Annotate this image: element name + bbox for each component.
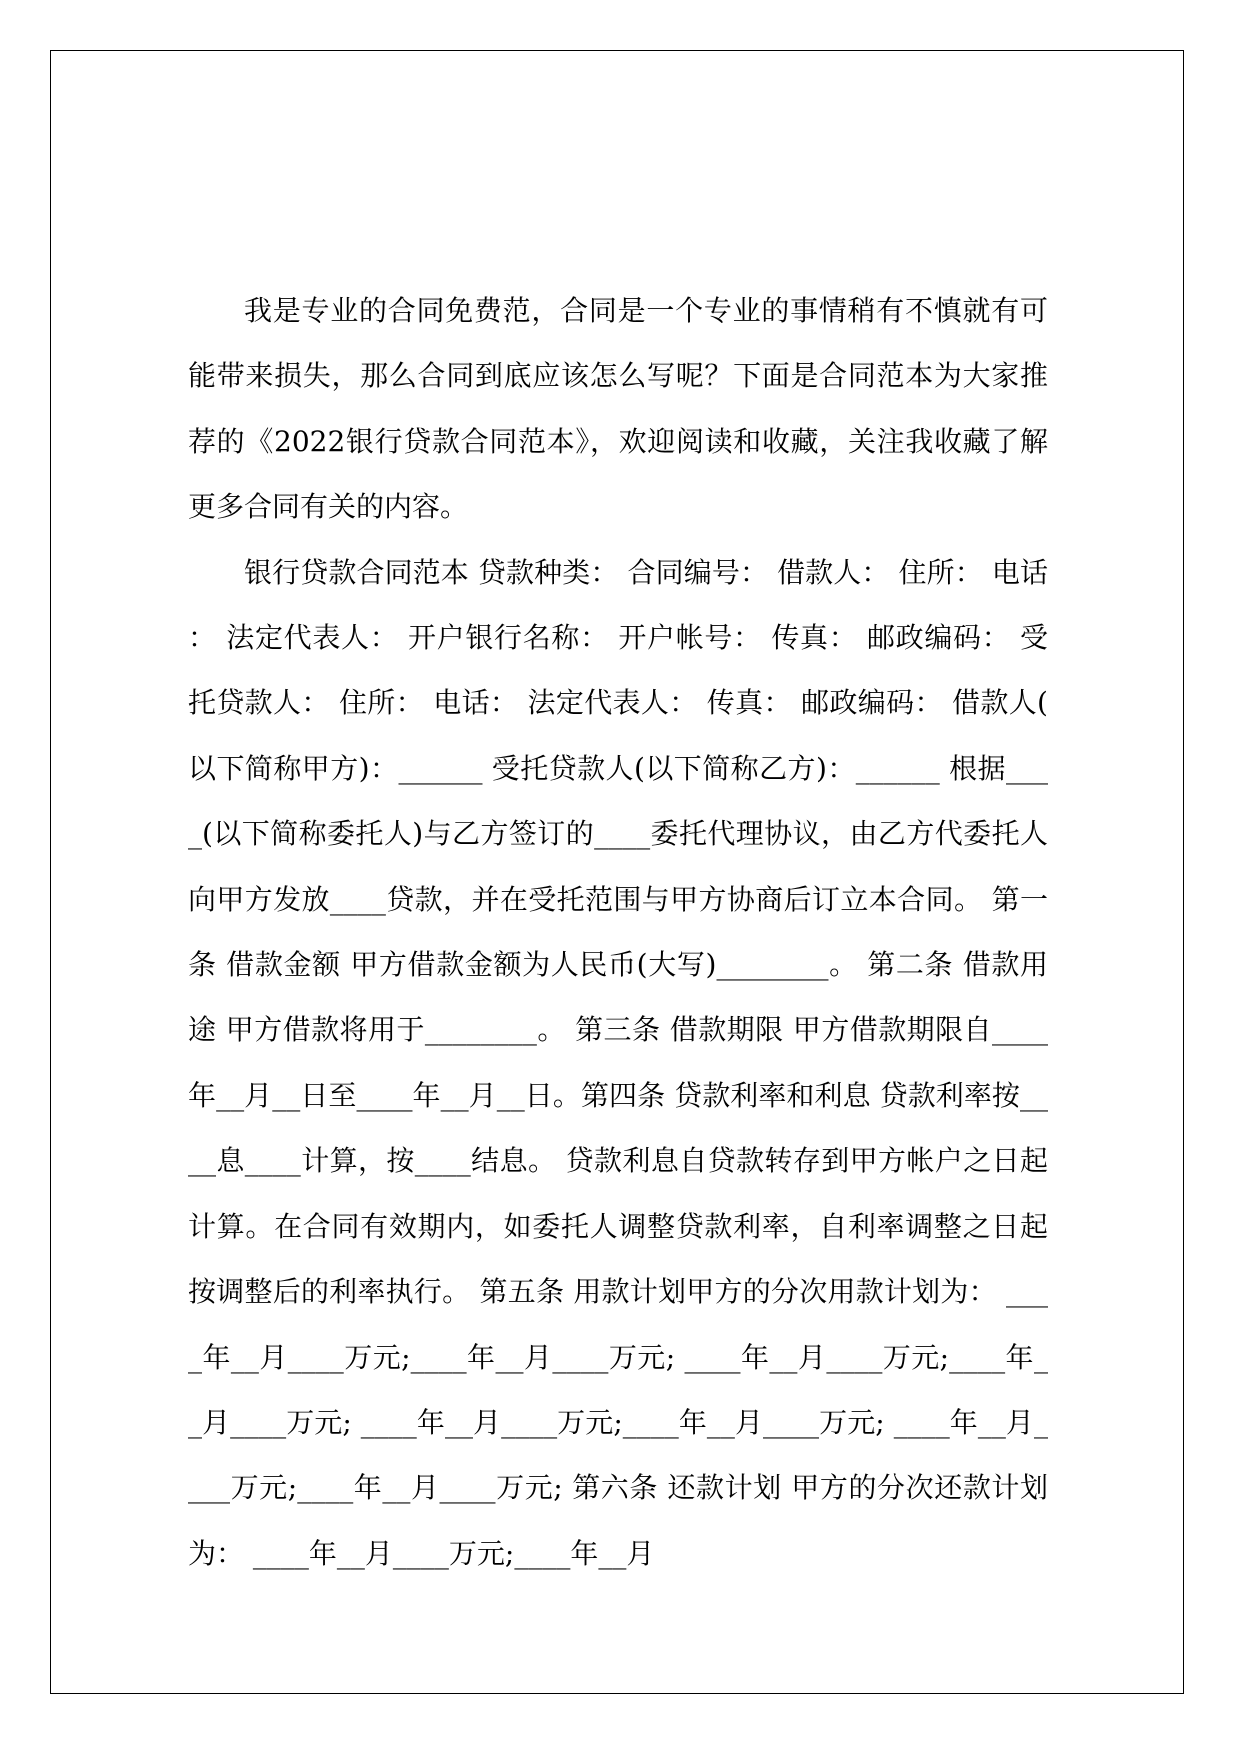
- intro-paragraph: 我是专业的合同免费范，合同是一个专业的事情稍有不慎就有可能带来损失，那么合同到底应该怎么写呢？下面是合同范本为大家推荐的《2022银行贷款合同范本》，欢迎阅读和收藏，关注我收藏了解更多合同有关的内容。: [188, 294, 1048, 524]
- document-body: [188, 278, 1048, 1586]
- contract-paragraph: 银行贷款合同范本 贷款种类： 合同编号： 借款人： 住所： 电话： 法定代表人： 开户银行名称： 开户帐号： 传真： 邮政编码： 受托贷款人： 住所： 电话： 法定代表人： 传真： 邮政编码： 借款人(以下简称甲方)：______ 受托贷款人(以下简称乙方)：______ 根据____(以下简称委托人)与乙方签订的____委托代理协议，由乙方代委托人向甲方发放____贷款，并在受托范围与甲方协商后订立本合同。 第一条 借款金额 甲方借款金额为人民币(大写)________。 第二条 借款用途 甲方借款将用于________。 第三条 借款期限 甲方借款期限自____年__月__日至____年__月__日。第四条 贷款利率和利息 贷款利率按____息____计算，按____结息。 贷款利息自贷款转存到甲方帐户之日起计算。在合同有效期内，如委托人调整贷款利率，自利率调整之日起按调整后的利率执行。 第五条 用款计划甲方的分次用款计划为： ____年__月____万元;____年__月____万元; ____年__月____万元;____年__月____万元; ____年__月____万元;____年__月____万元; ____年__月____万元;____年__月____万元; 第六条 还款计划 甲方的分次还款计划为： ____年__月____万元;____年__月: [188, 555, 1048, 1570]
